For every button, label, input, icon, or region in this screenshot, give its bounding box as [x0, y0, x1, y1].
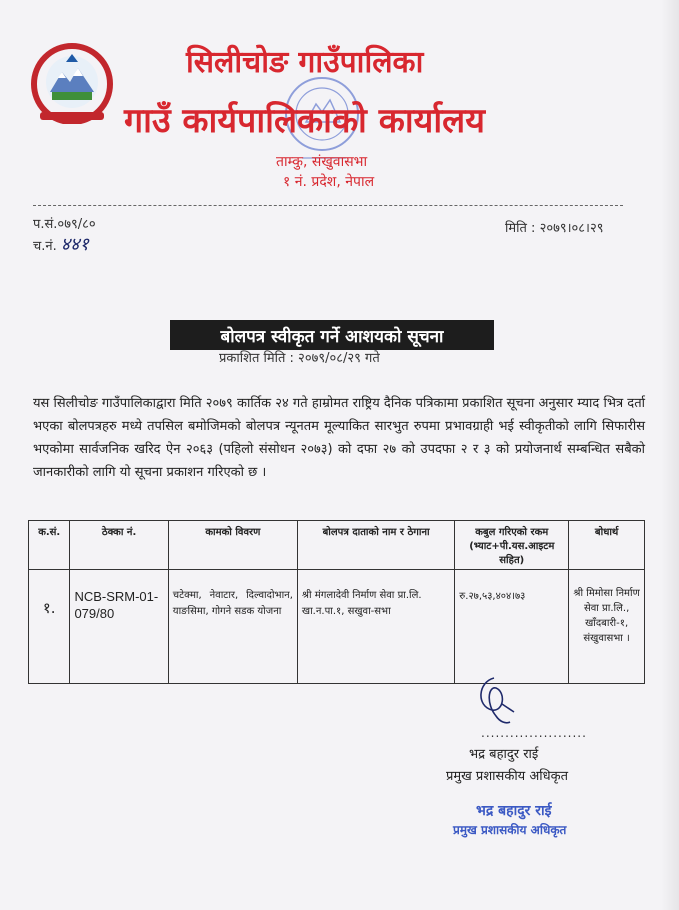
cell-amount: रु.२७,५३,४०४।७३ — [455, 570, 569, 684]
signature-line: ...................... — [481, 726, 587, 740]
col-work: कामको विवरण — [168, 521, 297, 570]
letter-date: मिति : २०७९।०८।२९ — [505, 221, 604, 236]
signatory-designation: प्रमुख प्रशासकीय अधिकृत — [446, 769, 569, 784]
letter-number: प.सं.०७९/८० — [33, 217, 96, 232]
col-serial: क.सं. — [29, 521, 70, 570]
page-edge-shadow — [661, 0, 679, 910]
address-line-1: ताम्कु, संखुवासभा — [276, 154, 368, 170]
tender-table — [28, 520, 645, 684]
notice-body: यस सिलीचोङ गाउँपालिकाद्वारा मिति २०७९ कार्तिक २४ गते हाम्रोमत राष्ट्रिय दैनिक पत्रिकामा प्रकाशित सूचना अनुसार म्याद भित्र दर्ता भएका बोलपत्रहरु मध्ये तपसिल बमोजिमको बोलपत्र न्यूनतम मूल्याकित सारभुत रुपमा प्रभावग्राही भई स्वीकृतीको लागि सिफारीस भएकोमा सार्वजनिक खरिद ऐन २०६३ (पहिलो संसोधन २०७३) को दफा २७ को उपदफा २ र ३ को प्रयोजनार्थ सम्बन्धित सबैको जानकारीको लागि यो सूचना प्रकाशन गरिएको छ । — [33, 396, 645, 480]
cell-contract-no: NCB-SRM-01-079/80 — [70, 570, 168, 684]
dispatch-number: ४४१ — [60, 234, 89, 255]
cell-remark: श्री मिमोसा निर्माण सेवा प्रा.लि., खाँदबारी-१, संखुवासभा । — [569, 570, 645, 684]
reference-block — [33, 215, 96, 257]
col-contract-no: ठेक्का नं. — [70, 521, 168, 570]
signatory-name: भद्र बहादुर राई — [469, 747, 539, 762]
notice-title: बोलपत्र स्वीकृत गर्ने आशयको सूचना — [170, 320, 494, 350]
address-line-2: १ नं. प्रदेश, नेपाल — [283, 174, 375, 190]
col-bidder: बोलपत्र दाताको नाम र ठेगाना — [297, 521, 454, 570]
cell-serial: १. — [29, 570, 70, 684]
published-date: प्रकाशित मिति : २०७९/०८/२९ गते — [219, 351, 380, 366]
seal-designation: प्रमुख प्रशासकीय अधिकृत — [453, 823, 567, 837]
nepal-emblem-icon — [26, 42, 118, 124]
municipality-name: सिलीचोङ गाउँपालिका — [186, 45, 424, 80]
signature-icon — [466, 670, 526, 730]
header-divider — [33, 205, 623, 206]
cell-bidder: श्री मंगलादेवी निर्माण सेवा प्रा.लि. खा.न.पा.१, सखुवा-सभा — [297, 570, 454, 684]
dispatch-label: च.नं. — [33, 239, 57, 254]
office-name: गाउँ कार्यपालिकाको कार्यालय — [124, 101, 485, 141]
cell-work: चटेक्मा, नेवाटार, दिल्वादोभान, याङसिमा, गोगने सडक योजना — [168, 570, 297, 684]
col-amount: कबुल गरिएको रकम (भ्याट+पी.यस.आइटम सहित) — [455, 521, 569, 570]
seal-name: भद्र बहादुर राई — [476, 803, 552, 819]
table-header-row — [29, 521, 645, 570]
table-row — [29, 570, 645, 684]
dispatch-line — [33, 235, 96, 257]
col-remark: बोधार्थ — [569, 521, 645, 570]
